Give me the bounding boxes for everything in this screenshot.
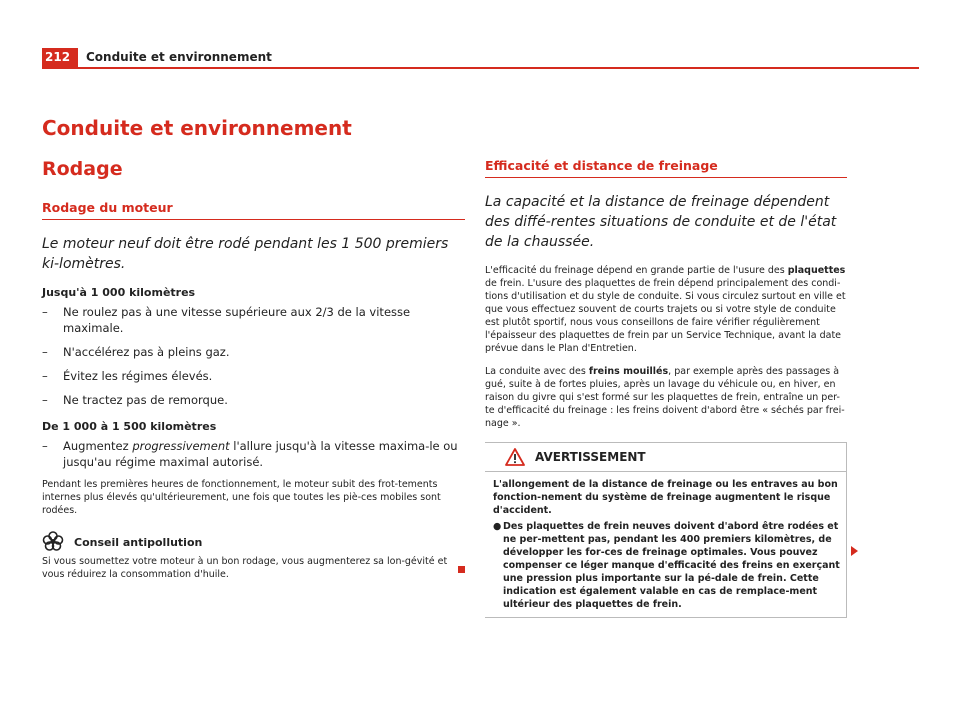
warning-title: AVERTISSEMENT bbox=[535, 450, 646, 464]
tip-heading bbox=[42, 531, 465, 553]
warning-body bbox=[485, 472, 846, 617]
list-item: – N'accélérez pas à pleins gaz. bbox=[42, 345, 230, 359]
page-number: 212 bbox=[42, 48, 78, 67]
right-column bbox=[485, 158, 847, 618]
chapter-title: Conduite et environnement bbox=[42, 116, 352, 140]
subsection-title-rodage-moteur: Rodage du moteur bbox=[42, 200, 465, 220]
group-title-1500km: De 1 000 à 1 500 kilomètres bbox=[42, 420, 217, 433]
intro-text: La capacité et la distance de freinage dépendent des diffé-rentes situations de conduite et de l'état de la chaussée. bbox=[485, 194, 837, 250]
arrow-right-icon bbox=[851, 546, 858, 556]
list-item: – Ne roulez pas à une vitesse supérieure aux 2/3 de la vitesse maximale. bbox=[42, 305, 411, 335]
body-paragraph: Pendant les premières heures de fonctionnement, le moteur subit des frot-tements internes plus élevés qu'ultérieurement, une fois que toutes les piè-ces mobiles sont rodées. bbox=[42, 479, 441, 516]
list-item: – Évitez les régimes élevés. bbox=[42, 369, 213, 383]
left-column bbox=[42, 200, 465, 581]
group-title-1000km: Jusqu'à 1 000 kilomètres bbox=[42, 286, 196, 299]
warning-box bbox=[485, 442, 847, 618]
intro-text: Le moteur neuf doit être rodé pendant les 1 500 premiers ki-lomètres. bbox=[42, 236, 449, 272]
body-paragraph: L'efficacité du freinage dépend en grande partie de l'usure des plaquettes de frein. L'usure des plaquettes de frein dépend principalement des condi-tions d'utilisation et du style de conduite. Si vous circulez surtout en ville et que vous effectuez souvent de courts trajets ou si votre style de conduite est plutôt sportif, nous vous conseillons de faire vérifier régulièrement l'épaisseur des plaquettes de frein par un Service Technique, avant la date prévue dans le Plan d'Entretien. bbox=[485, 265, 846, 354]
list-item: – Ne tractez pas de remorque. bbox=[42, 393, 228, 407]
warning-text: L'allongement de la distance de freinage ou les entraves au bon fonction-nement du système de freinage augmentent le risque d'accident. bbox=[493, 479, 838, 516]
subsection-title-freinage: Efficacité et distance de freinage bbox=[485, 158, 847, 178]
warning-bullet: ● Des plaquettes de frein neuves doivent d'abord être rodées et ne per-mettent pas, pendant les 400 premiers kilomètres, de développer les for-ces de freinage optimales. Vous pouvez compenser ce léger manque d'efficacité des freins en exerçant une pression plus importante sur la pé-dale de frein. Cette indication est également valable en cas de remplace-ment ultérieur des plaquettes de frein. bbox=[493, 521, 840, 610]
warning-triangle-icon bbox=[505, 448, 525, 466]
body-paragraph: La conduite avec des freins mouillés, par exemple après des passages à gué, suite à de fortes pluies, après un lavage du véhicule ou, en hiver, en raison du givre qui s'est formé sur les plaquettes de frein, entraîne un per-te d'efficacité du freinage : les freins doivent d'abord être « séchés par frei-nage ». bbox=[485, 366, 845, 429]
tip-text: Si vous soumettez votre moteur à un bon rodage, vous augmenterez sa lon-gévité et vous réduirez la consommation d'huile. bbox=[42, 556, 448, 580]
list-item: – Augmentez progressivement l'allure jusqu'à la vitesse maxima-le ou jusqu'au régime maximal autorisé. bbox=[42, 439, 458, 469]
warning-header bbox=[485, 443, 846, 472]
section-title: Rodage bbox=[42, 158, 123, 180]
page-header bbox=[42, 48, 919, 69]
tip-title: Conseil antipollution bbox=[74, 535, 203, 549]
running-title: Conduite et environnement bbox=[86, 50, 272, 64]
section-end-marker bbox=[458, 566, 465, 573]
flower-icon bbox=[42, 531, 64, 553]
